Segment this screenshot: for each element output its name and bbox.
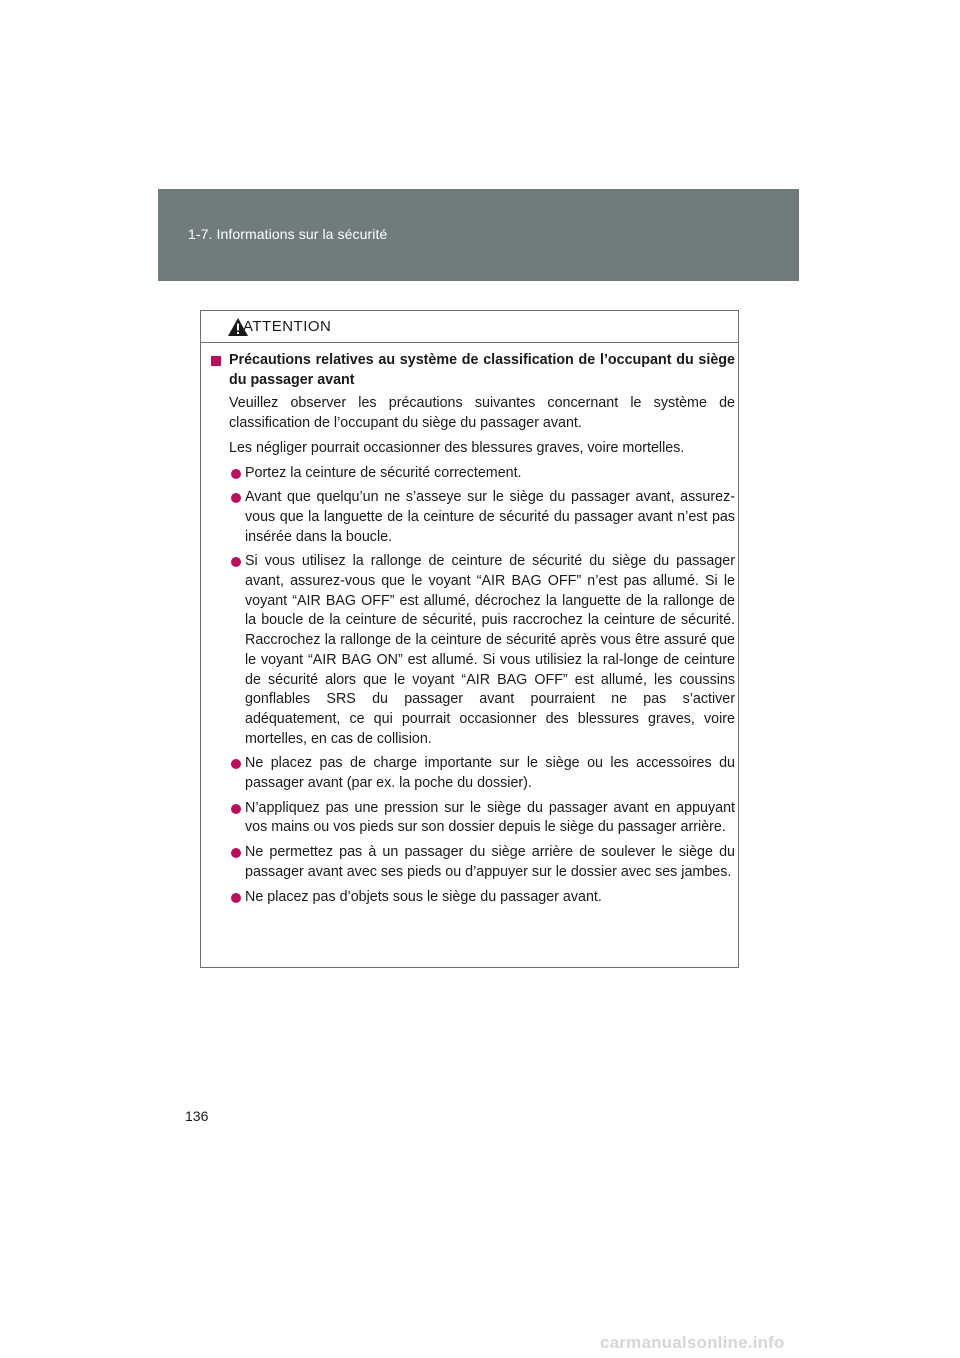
circle-bullet-icon <box>231 804 241 814</box>
intro-paragraph: Veuillez observer les précautions suivantes concernant le système de classification de l’occupant du siège du passager avant. <box>229 395 735 432</box>
circle-bullet-icon <box>231 848 241 858</box>
list-item <box>211 888 735 908</box>
circle-bullet-icon <box>231 759 241 769</box>
consequence-paragraph: Les négliger pourrait occasionner des blessures graves, voire mortelles. <box>229 439 685 456</box>
list-item <box>211 464 735 484</box>
warning-title: ATTENTION <box>243 318 332 335</box>
list-item-text: N’appliquez pas une pression sur le siège du passager avant en appuyant vos mains ou vos pieds sur son dossier depuis le siège du passager arrière. <box>245 799 735 836</box>
list-item-text: Si vous utilisez la rallonge de ceinture de sécurité du siège du passager avant, assurez-vous que le voyant “AIR BAG OFF” n’est pas allumé. Si le voyant “AIR BAG OFF” est allumé, décrochez la languette de la rallonge de la boucle de la ceinture de sécurité, puis raccrochez la ceinture de sécurité. Raccrochez la rallonge de la ceinture de sécurité après vous être assuré que le voyant “AIR BAG ON” est allumé. Si vous utilisiez la ral-longe de ceinture de sécurité alors que le voyant “AIR BAG OFF” est allumé, les coussins gonflables SRS du passager avant pourraient ne pas s’activer adéquatement, ce qui pourrait occasionner des blessures graves, voire mortelles, en cas de collision. <box>245 553 735 747</box>
precautions-heading <box>211 351 735 390</box>
precautions-list <box>211 464 735 908</box>
watermark: carmanualsonline.info <box>600 1333 785 1352</box>
warning-content <box>211 351 735 912</box>
list-item-text: Ne placez pas d’objets sous le siège du passager avant. <box>245 888 602 905</box>
square-bullet-icon <box>211 356 221 366</box>
list-item-text: Ne permettez pas à un passager du siège arrière de soulever le siège du passager avant avec ses pieds ou d’appuyer sur le dossier avec ses jambes. <box>245 844 735 880</box>
circle-bullet-icon <box>231 469 241 479</box>
list-item <box>211 488 735 547</box>
section-header-band <box>158 189 799 281</box>
section-title: 1-7. Informations sur la sécurité <box>188 226 388 242</box>
list-item <box>211 843 735 882</box>
list-item <box>211 799 735 838</box>
page-number: 136 <box>185 1108 209 1124</box>
list-item-text: Portez la ceinture de sécurité correctement. <box>245 464 522 481</box>
warning-header <box>201 311 738 343</box>
warning-box <box>200 310 739 968</box>
list-item-text: Avant que quelqu’un ne s’asseye sur le siège du passager avant, assurez-vous que la languette de la ceinture de sécurité du passager avant n’est pas insérée dans la boucle. <box>245 489 735 545</box>
list-item <box>211 754 735 793</box>
circle-bullet-icon <box>231 893 241 903</box>
circle-bullet-icon <box>231 493 241 503</box>
list-item-text: Ne placez pas de charge importante sur le siège ou les accessoires du passager avant (par ex. la poche du dossier). <box>245 755 735 792</box>
circle-bullet-icon <box>231 557 241 567</box>
list-item <box>211 552 735 749</box>
precautions-heading-text: Précautions relatives au système de classification de l’occupant du siège du passager avant <box>229 352 735 388</box>
